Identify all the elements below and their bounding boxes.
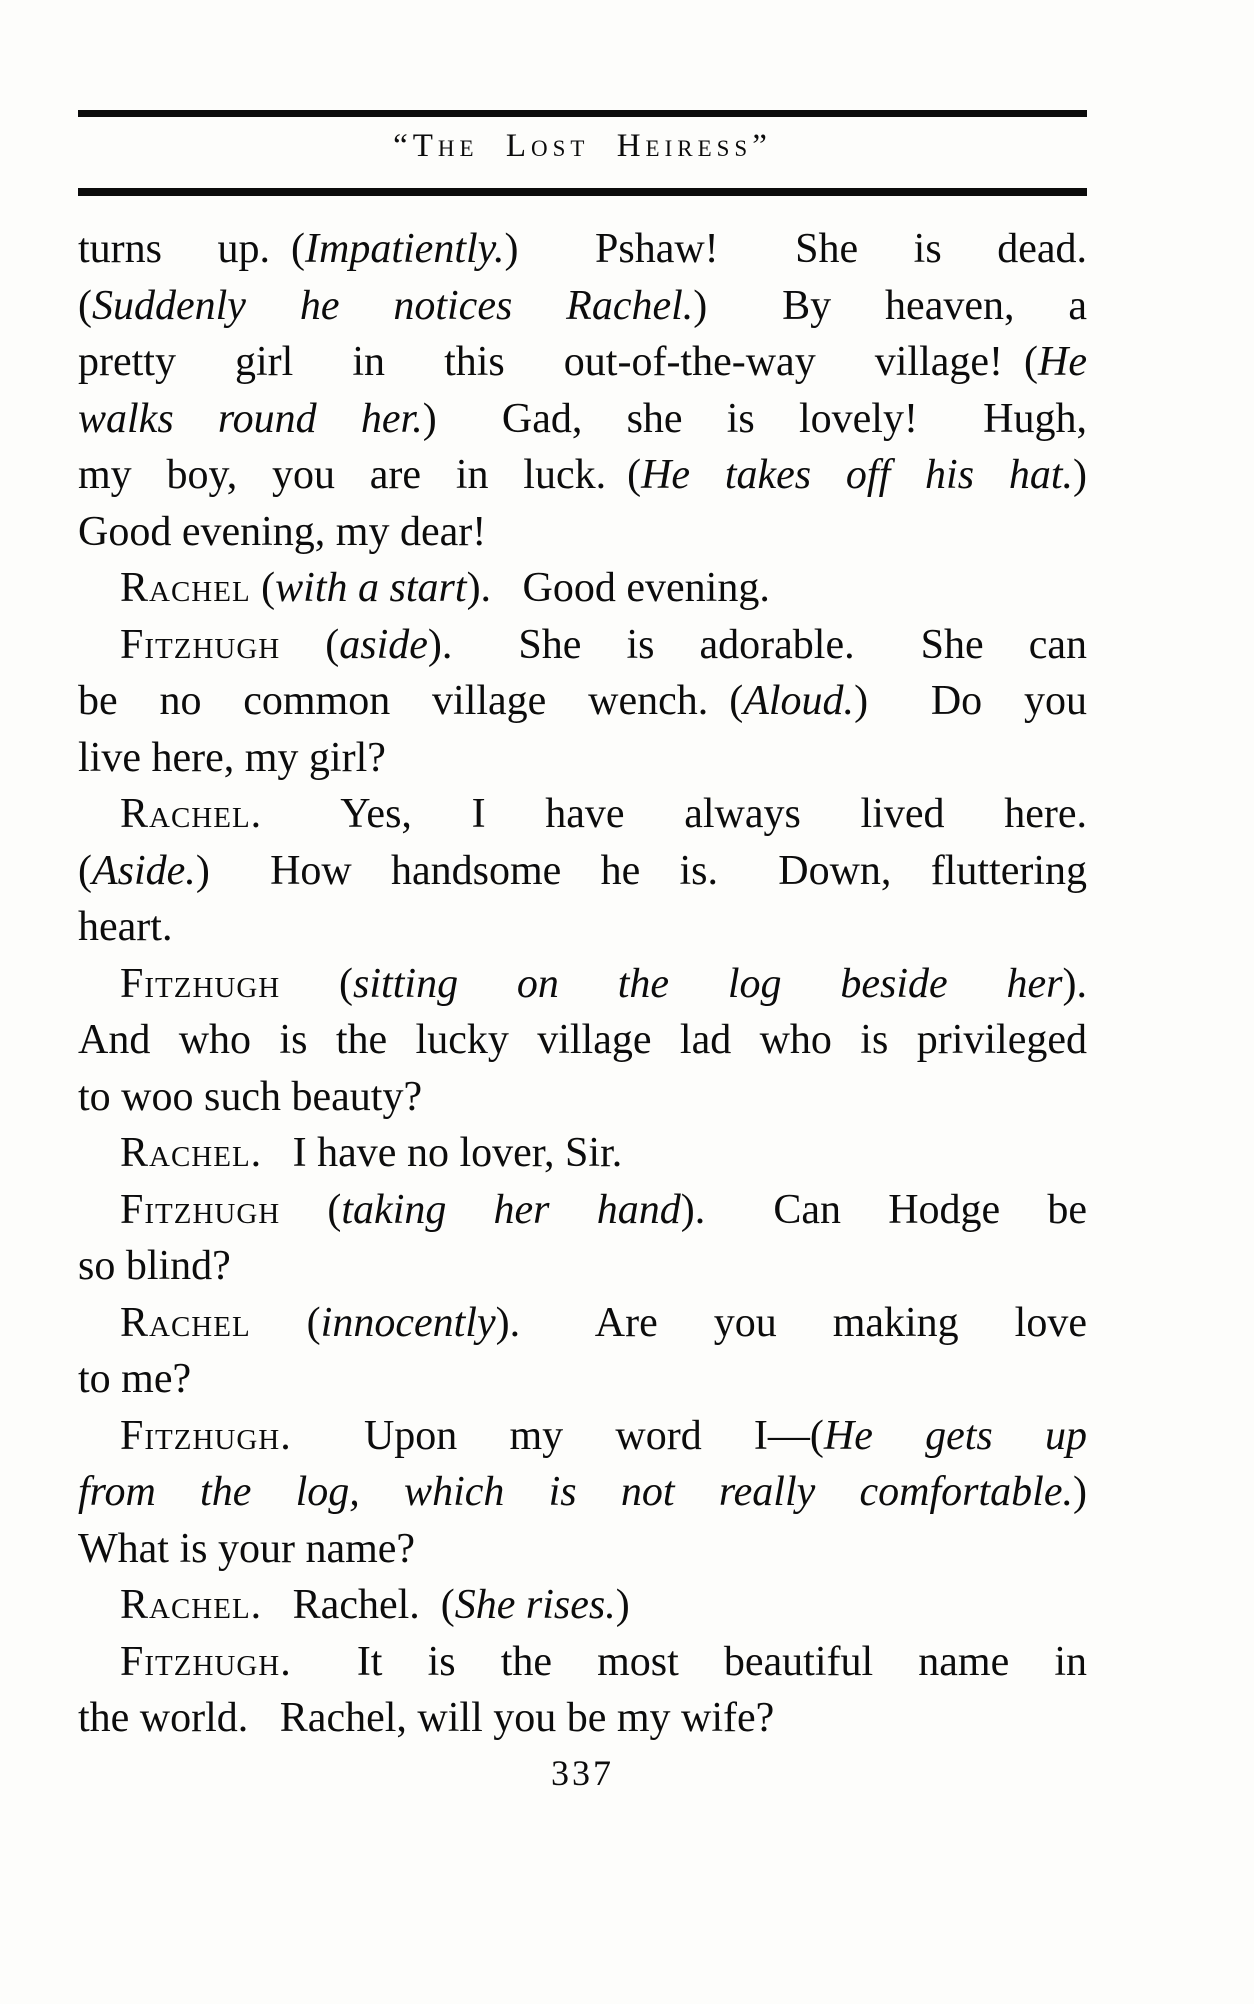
text-segment: ( [250, 565, 276, 611]
text-line [78, 1521, 1087, 1578]
text-segment: sitting on the log beside her [353, 960, 1063, 1007]
text-segment: taking her hand [341, 1186, 681, 1233]
text-segment: . I have no lover, Sir. [250, 1130, 623, 1176]
text-line [78, 1295, 1087, 1352]
text-segment: Rachel [120, 565, 251, 611]
text-line [78, 278, 1087, 335]
text-segment: to woo such beauty? [78, 1073, 423, 1120]
text-segment: What is your name? [78, 1525, 416, 1572]
text-segment: She rises. [454, 1582, 616, 1628]
text-segment: innocently [320, 1299, 496, 1346]
text-line [78, 1182, 1087, 1239]
text-segment: Aloud. [743, 678, 855, 724]
text-segment: with a start [275, 565, 467, 611]
text-line [78, 334, 1087, 391]
text-segment: ). Can Hodge be [680, 1186, 1087, 1233]
text-line [78, 1690, 1087, 1747]
text-segment: He [1038, 339, 1087, 385]
text-segment: ). [1062, 960, 1087, 1007]
text-segment: ) [1073, 1469, 1087, 1515]
text-segment: . It is the most beautiful name in [280, 1638, 1087, 1685]
text-segment: so blind? [78, 1243, 231, 1289]
text-segment: Aside. [92, 847, 196, 894]
text-segment: ( [280, 1186, 342, 1233]
text-segment: Fitzhugh [120, 1638, 281, 1685]
text-segment: from the log, which is not really comfortable. [78, 1469, 1073, 1515]
text-segment: ) Do you [854, 678, 1087, 724]
page-number: 337 [551, 1753, 614, 1793]
text-segment: ( [250, 1299, 321, 1346]
header-rule-top [78, 110, 1087, 117]
text-line [78, 391, 1087, 448]
text-segment: Good evening, my dear! [78, 508, 487, 555]
text-segment: ) [1073, 452, 1087, 498]
text-line [78, 1012, 1087, 1069]
text-line [78, 673, 1087, 730]
text-segment: ( [280, 960, 354, 1007]
text-line [78, 1464, 1087, 1521]
text-segment: walks round her. [78, 395, 423, 442]
text-segment: ). Are you making love [495, 1299, 1087, 1346]
text-line [78, 1125, 1087, 1182]
text-segment: Fitzhugh [120, 960, 281, 1007]
text-segment: And who is the lucky village lad who is privileged [78, 1017, 1087, 1063]
text-line [78, 1408, 1087, 1465]
text-line [78, 956, 1087, 1013]
text-line [78, 899, 1087, 956]
text-segment: pretty girl in this out-of-the-way village! ( [78, 339, 1039, 385]
text-segment: ( [78, 282, 92, 329]
text-segment: ) How handsome he is. Down, fluttering [195, 847, 1087, 894]
text-segment: . Rachel. ( [250, 1582, 455, 1628]
text-segment: live here, my girl? [78, 734, 386, 781]
text-segment: Fitzhugh [120, 1412, 281, 1459]
running-head-title: “The Lost Heiress” [393, 128, 772, 164]
text-line [78, 447, 1087, 504]
text-line [78, 1069, 1087, 1126]
text-segment: to me? [78, 1356, 192, 1402]
text-segment: be no common village wench. ( [78, 678, 744, 724]
text-segment: Rachel [120, 1130, 251, 1176]
text-segment: He gets up [823, 1412, 1087, 1459]
text-segment: Rachel [120, 791, 251, 837]
text-segment: turns up. ( [78, 226, 306, 272]
text-line [78, 1634, 1087, 1691]
text-line [78, 843, 1087, 900]
text-line [78, 560, 1087, 617]
text-line [78, 1577, 1087, 1634]
text-segment: Fitzhugh [120, 1186, 281, 1233]
text-segment: Fitzhugh [120, 621, 281, 668]
text-line [78, 221, 1087, 278]
text-segment: my boy, you are in luck. ( [78, 452, 642, 498]
text-segment: ) [615, 1582, 630, 1628]
text-line [78, 786, 1087, 843]
text-segment: He takes off his hat. [641, 452, 1073, 498]
header-rule-bottom [78, 188, 1087, 196]
text-segment: . Yes, I have always lived here. [250, 791, 1087, 837]
text-line [78, 1238, 1087, 1295]
text-segment: ) Gad, she is lovely! Hugh, [422, 395, 1087, 442]
text-segment: Impatiently. [305, 226, 505, 272]
text-segment: Rachel [120, 1299, 251, 1346]
text-line [78, 617, 1087, 674]
text-segment: . Upon my word I—( [280, 1412, 824, 1459]
text-line [78, 504, 1087, 561]
text-segment: ). Good evening. [466, 565, 770, 611]
text-segment: ). She is adorable. She can [427, 621, 1087, 668]
text-line [78, 730, 1087, 787]
text-segment: Suddenly he notices Rachel. [92, 282, 694, 329]
text-line [78, 1351, 1087, 1408]
text-segment: ) Pshaw! She is dead. [504, 226, 1087, 272]
text-segment: ( [78, 847, 92, 894]
text-segment: the world. Rachel, will you be my wife? [78, 1695, 775, 1741]
text-segment: aside [339, 621, 428, 668]
text-segment: Rachel [120, 1582, 251, 1628]
text-segment: ) By heaven, a [693, 282, 1087, 329]
text-block [78, 221, 1087, 1747]
text-segment: ( [280, 621, 340, 668]
text-segment: heart. [78, 904, 173, 950]
